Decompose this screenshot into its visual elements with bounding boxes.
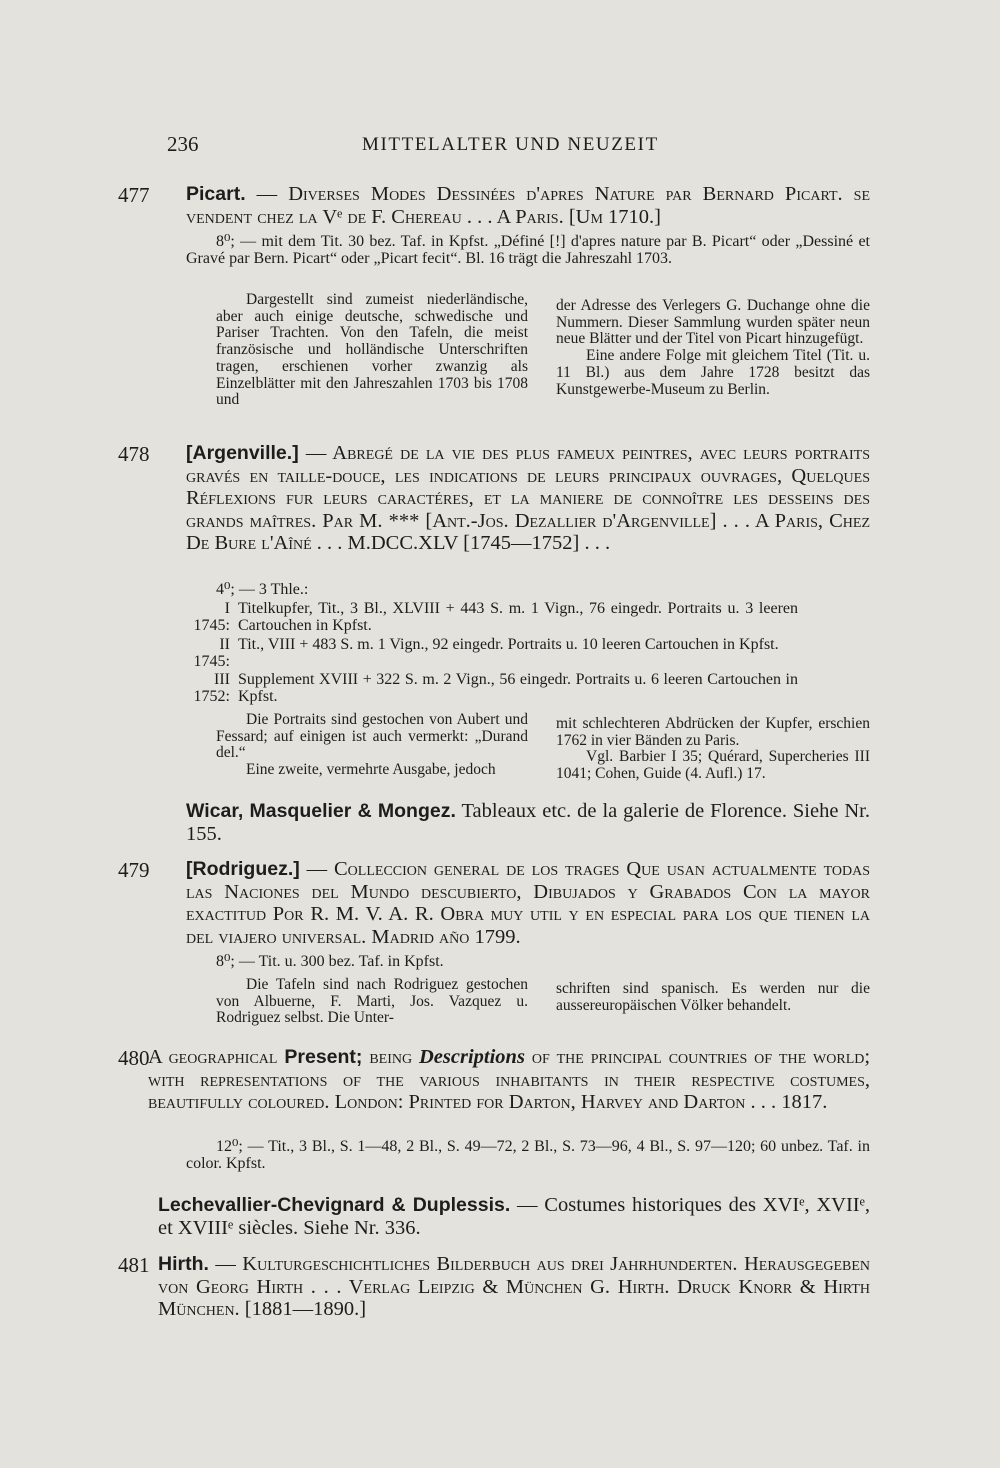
entry-title-part-c: being [369,1046,413,1068]
running-title: MITTELALTER UND NEUZEIT [362,134,659,155]
note-478-left-part1: Die Portraits sind gestochen von Aubert und Fessard; auf einigen ist auch vermerkt: „Durand del.“ [216,711,528,762]
entry-number: 480 [118,1046,150,1070]
entry-number: 477 [118,183,150,207]
volume-1 [186,601,870,634]
entry-author: [Argenville.] [186,442,299,464]
entry-478 [118,442,870,555]
entry-title-part-b: Present; [284,1046,363,1068]
entry-heading [186,442,870,555]
entry-title-part-a: A geographical [148,1046,278,1068]
volume-label: II 1745: [193,636,230,670]
page-number: 236 [167,132,199,156]
note-478-right [556,716,870,783]
cross-reference-wicar [186,800,870,845]
volume-text: Supplement XVIII + 322 S. m. 2 Vign., 56 eingedr. Portraits u. 6 leeren Cartouchen in Kpfst. [238,671,798,705]
volume-label: I 1745: [193,600,230,634]
xref-author: Lechevallier-Chevignard & Duplessis. [158,1194,511,1216]
volume-2 [186,637,870,670]
volume-text: Tit., VIII + 483 S. m. 1 Vign., 92 eingedr. Portraits u. 10 leeren Cartouchen in Kpfst. [238,636,779,653]
note-478-right-part2: Vgl. Barbier I 35; Quérard, Supercheries III 1041; Cohen, Guide (4. Aufl.) 17. [556,748,870,783]
note-478-left [216,712,528,779]
entry-479 [118,858,870,948]
xref-text: Tableaux etc. de la galerie de Florence. Siehe Nr. 155. [186,800,871,845]
note-477-right-part1: der Adresse des Verlegers G. Duchange ohne die Nummern. Dieser Sammlung wurden später neun neue Blätter und der Titel von Picart hinzugefügt. [556,297,870,348]
note-477-right-part2: Eine andere Folge mit gleichem Titel (Tit. u. 11 Bl.) aus dem Jahre 1728 besitzt das Kunstgewerbe-Museum zu Berlin. [556,347,870,398]
entry-number: 481 [118,1253,150,1277]
note-477-left: Dargestellt sind zumeist niederländische, aber auch einige deutsche, schwedische und Pariser Trachten. Von den Tafeln, die meist französische und holländische Unterschriften tragen, erschienen vorher zwanzig als Einzelblätter mit den Jahreszahlen 1703 bis 1708 und [216,291,528,409]
volume-text: Titelkupfer, Tit., 3 Bl., XLVIII + 443 S. m. 1 Vign., 76 eingedr. Portraits u. 3 leeren Cartouchen in Kpfst. [238,600,798,634]
entry-heading [158,1253,870,1321]
entry-title: — Diverses Modes Dessinées d'apres Nature par Bernard Picart. se vendent chez la Vᵉ de F. Chereau . . . A Paris. [Um 1710.] [186,183,871,228]
collation-477: 8⁰; — mit dem Tit. 30 bez. Taf. in Kpfst. „Définé [!] d'apres nature par B. Picart“ oder „Dessiné et Gravé par Bern. Picart“ oder „Picart fecit“. Bl. 16 trägt die Jahreszahl 1703. [186,233,870,267]
xref-text: — Costumes historiques des XVIᵉ, XVIIᵉ, et XVIIIᵉ siècles. Siehe Nr. 336. [158,1194,871,1239]
entry-number: 478 [118,442,150,466]
entry-author: Hirth. [158,1253,209,1275]
entry-number: 479 [118,858,150,882]
entry-title-part-e: of the principal countries of the world; with representations of the various inhabitants in their respective costumes, beautifully coloured. London: Printed for Darton, Harvey and Darton . . . 1817. [148,1046,871,1113]
entry-author: Picart. [186,183,246,205]
volume-label: III 1752: [193,671,230,705]
entry-title-part-d: Descriptions [419,1046,525,1068]
entry-481 [118,1253,870,1321]
note-479-left: Die Tafeln sind nach Rodriguez gestochen von Albuerne, F. Marti, Jos. Vazquez u. Rodriguez selbst. Die Unter- [216,976,528,1027]
note-479-right: schriften sind spanisch. Es werden nur die aussereuropäischen Völker behandelt. [556,980,870,1014]
entry-heading [186,183,870,228]
note-478-right-part1: mit schlechteren Abdrücken der Kupfer, erschien 1762 in vier Bänden zu Paris. [556,715,870,749]
collation-478: 4⁰; — 3 Thle.: [216,581,309,598]
note-477-right [556,298,870,398]
entry-heading [148,1046,870,1114]
entry-480 [118,1046,870,1114]
collation-480: 12⁰; — Tit., 3 Bl., S. 1—48, 2 Bl., S. 49—72, 2 Bl., S. 73—96, 4 Bl., S. 97—120; 60 unbez. Taf. in color. Kpfst. [186,1138,870,1172]
entry-heading [186,858,870,948]
collation-479: 8⁰; — Tit. u. 300 bez. Taf. in Kpfst. [216,953,444,970]
entry-title: — Colleccion general de los trages Que usan actualmente todas las Naciones del Mundo descubierto, Dibujados y Grabados Con la mayor exactitud Por R. M. V. A. R. Obra muy util y en especial para los que tienen la del viajero universal. Madrid año 1799. [186,858,870,948]
entry-title: — Kulturgeschichtliches Bilderbuch aus drei Jahrhunderten. Herausgegeben von Georg Hirth . . . Verlag Leipzig & München G. Hirth. Druck Knorr & Hirth München. [1881—1890.] [158,1253,871,1320]
entry-author: [Rodriguez.] [186,858,300,880]
volume-3 [186,672,870,705]
xref-author: Wicar, Masquelier & Mongez. [186,800,456,822]
note-478-left-part2: Eine zweite, vermehrte Ausgabe, jedoch [246,761,496,779]
entry-title: — Abregé de la vie des plus fameux peintres, avec leurs portraits gravés en taille-douce, les indications de leurs principaux ouvrages, Quelques Réflexions fur leurs caractéres, et la maniere de connoître les desseins des grands maîtres. Par M. *** [Ant.-Jos. Dezallier d'Argenville] . . . A Paris, Chez De Bure l'Aîné . . . M.DCC.XLV [1745—1752] . . . [186,442,871,554]
cross-reference-lechevallier [158,1194,870,1239]
entry-477 [118,183,870,228]
